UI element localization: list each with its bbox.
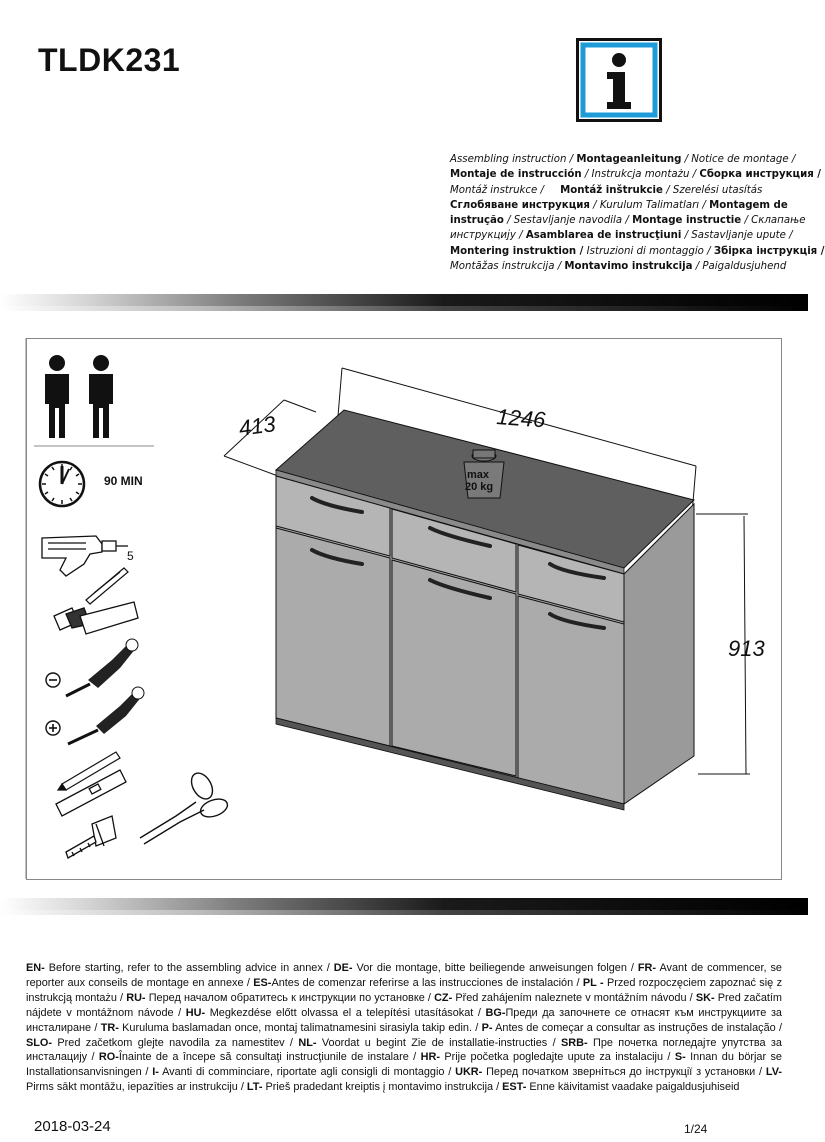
spirit-level-icon — [56, 770, 126, 816]
assembly-title-segment: / — [689, 169, 700, 181]
assembly-title-segment: Montageanleitung — [576, 154, 682, 165]
assembly-title-segment: Paigaldusjuhend — [702, 261, 787, 273]
language-advice: Pred začatím nájdete v montážnom návode / — [26, 991, 783, 1019]
assembly-instruction-titles — [450, 152, 825, 274]
language-code: LV- — [765, 1066, 783, 1079]
language-code: P- — [481, 1021, 493, 1034]
assembly-title-segment: Сборка инструкция / — [699, 169, 822, 181]
language-code: RO- — [98, 1051, 119, 1064]
assembly-title-segment: / — [662, 184, 673, 196]
drill-bit-size: 5 — [127, 549, 134, 563]
flat-screwdriver-icon — [46, 639, 138, 696]
language-code: LT- — [246, 1081, 263, 1094]
two-persons-icon — [45, 355, 113, 438]
assembly-title-segment: Montering instruktion / — [450, 245, 584, 257]
drill-icon — [42, 536, 128, 576]
assembly-title-segment: / — [515, 230, 526, 242]
language-code: TR- — [100, 1021, 119, 1034]
assembly-title-segment: Sastavljanje upute / — [691, 230, 793, 242]
language-code: ES- — [253, 976, 272, 989]
drill-bit-icon — [86, 568, 128, 604]
assembly-title-segment: Збірка інструкція / — [713, 245, 825, 257]
door-right — [518, 596, 624, 804]
language-advice: Megkezdése előtt olvassa el a telepítési utasításokat / — [205, 1006, 486, 1019]
assembly-title-segment: Assembling instruction — [450, 154, 567, 165]
tape-measure-icon — [66, 816, 116, 858]
assembly-title-line — [450, 213, 806, 228]
language-advice: Avant de commencer, se reporter aux conseils de montage en annexe / — [26, 962, 782, 989]
language-advice: Pred začetkom glejte navodila za namestitev / — [52, 1036, 299, 1049]
info-icon — [576, 38, 662, 122]
assembly-title-segment: / — [622, 215, 633, 227]
assembly-title-segment: Montage instructie — [632, 215, 742, 227]
door-left — [276, 528, 390, 746]
language-advice: Antes de comenzar referirse a las instrucciones de instalación / — [271, 976, 583, 989]
assembly-title-line — [450, 198, 790, 213]
max-load-line2: 20 kg — [465, 481, 494, 493]
assembly-title-segment: / — [589, 199, 600, 211]
language-advice: Kuruluma baslamadan once, montaj talimatnamesini sirasiyla takip edin. / — [118, 1021, 482, 1034]
language-advice: Prije početka pogledajte upute za instalaciju / — [439, 1051, 675, 1064]
height-dimension: 913 — [728, 636, 765, 661]
assembly-title-segment: / — [566, 154, 577, 165]
assembly-title-segment: Cглобяване инструкция — [450, 199, 590, 211]
language-code: I- — [152, 1066, 159, 1079]
language-code: EN- — [26, 962, 45, 974]
language-advice: Перед початком зверніться до інструкції з установки / — [482, 1066, 766, 1079]
language-code: SRB- — [561, 1036, 588, 1049]
language-code: SK- — [695, 991, 715, 1004]
assembly-title-segment: Montavimo instrukcija — [564, 261, 693, 273]
language-advice: Пре почетка погледајте упутства за инсталацију / — [26, 1036, 782, 1064]
assembly-title-segment: Kurulum Talimatları — [599, 199, 700, 211]
assembly-title-segment: Montáž inštrukcie — [560, 184, 663, 196]
clock-icon — [40, 462, 84, 506]
assembly-title-line — [450, 259, 790, 274]
language-advice: Voordat u begint Zie de installatie-instructies / — [316, 1036, 561, 1049]
footer-divider-bar-thin — [0, 910, 808, 915]
language-code: RU- — [126, 991, 146, 1004]
language-advice: Antes de começar a consultar as instruções de instalação / — [492, 1021, 782, 1034]
assembly-title-segment: / — [554, 261, 565, 273]
assembly-title-segment: Notice de montage / — [691, 154, 796, 165]
assembly-title-line — [450, 167, 822, 182]
language-advice: Przed rozpoczęciem zapoznać się z instrukcją montażu / — [26, 976, 783, 1004]
assembly-title-segment: Montaje de instrucción — [450, 169, 582, 181]
assembly-title-segment: Montagem de — [709, 199, 788, 211]
footer-divider-bar — [0, 898, 808, 910]
language-advice: Innan du börjar se Installationsanvisningen / — [26, 1051, 782, 1079]
assembly-title-segment: Склапање — [751, 215, 806, 227]
language-advice: Преди да започнете се отнасят към инструкциите за инсталиране / — [26, 1006, 782, 1034]
hammer-icon — [54, 602, 138, 634]
assembly-title-segment: Montāžas instrukcija — [450, 261, 555, 273]
header-divider-bar-thin — [0, 306, 808, 311]
language-code: UKR- — [455, 1066, 483, 1079]
assembly-title-segment: Istruzioni di montaggio — [586, 245, 704, 257]
assembly-title-segment: / — [503, 215, 514, 227]
phillips-screwdriver-icon — [46, 687, 144, 744]
assembly-title-line — [450, 183, 790, 198]
assembly-title-segment: / — [699, 199, 710, 211]
language-advice: Prieš pradedant kreiptis į montavimo instrukcija / — [262, 1081, 503, 1094]
width-dimension: 1246 — [495, 404, 547, 433]
assembly-title-segment: / — [681, 230, 692, 242]
assembly-title-line — [450, 244, 825, 259]
assembly-title-segment: Instrukcja montażu — [591, 169, 690, 181]
assembly-title-segment: Montáž instrukce / — [450, 184, 561, 196]
language-advice: Avanti di comminciare, riportate agli consigli di montaggio / — [158, 1066, 456, 1079]
language-advice: Before starting, refer to the assembling advice in annex / — [44, 962, 334, 974]
assembly-title-segment: instrução — [450, 215, 504, 227]
assembly-title-segment: / — [581, 169, 592, 181]
language-advice: Pirms sākt montāžu, iepazīties ar instrukciju / — [26, 1081, 247, 1094]
language-code: DE- — [333, 962, 353, 974]
assembly-title-segment: Szerelési utasítás — [672, 184, 763, 196]
language-advice: Vor die montage, bitte beiliegende anweisungen folgen / — [352, 962, 638, 974]
document-date: 2018-03-24 — [34, 1118, 111, 1135]
assembly-title-segment: Sestavljanje navodila — [513, 215, 623, 227]
language-code: CZ- — [434, 991, 453, 1004]
language-code: EST- — [502, 1081, 527, 1094]
page-number: 1/24 — [684, 1122, 708, 1136]
language-code: SLO- — [26, 1036, 53, 1049]
assembly-title-segment: инструкцију — [450, 230, 516, 242]
language-code: HU- — [185, 1006, 206, 1019]
language-advice: Înainte de a începe să consultaţi instrucţiunile de instalare / — [118, 1051, 421, 1064]
document-title: TLDK231 — [38, 42, 181, 78]
assembly-title-line — [450, 228, 793, 243]
language-code: BG- — [485, 1006, 506, 1019]
language-advice: Enne käivitamist vaadake paigaldusjuhiseid — [526, 1081, 740, 1094]
assembly-title-segment: / — [692, 261, 703, 273]
language-code: PL - — [582, 976, 604, 989]
max-load-line1: max — [467, 469, 490, 481]
assembly-title-segment: / — [703, 245, 714, 257]
door-middle — [392, 560, 516, 776]
scissors-icon — [140, 769, 230, 844]
language-code: S- — [674, 1051, 686, 1064]
assembly-title-segment: Asamblarea de instrucţiuni — [525, 230, 682, 242]
language-code: FR- — [637, 962, 657, 974]
assembly-title-segment: / — [741, 215, 752, 227]
depth-dimension: 413 — [237, 411, 278, 441]
language-code: HR- — [420, 1051, 440, 1064]
assembly-advice-text — [26, 961, 782, 1095]
requirements-panel — [26, 338, 782, 880]
assembly-title-line — [450, 152, 796, 167]
header-divider-bar — [0, 294, 808, 306]
language-advice: Před zahájením naleznete v montážním návodu / — [452, 991, 696, 1004]
language-advice: Перед началом обратитесь к инструкции по установке / — [145, 991, 435, 1004]
assembly-time: 90 MIN — [104, 474, 143, 488]
assembly-title-segment: / — [681, 154, 692, 165]
language-code: NL- — [298, 1036, 317, 1049]
